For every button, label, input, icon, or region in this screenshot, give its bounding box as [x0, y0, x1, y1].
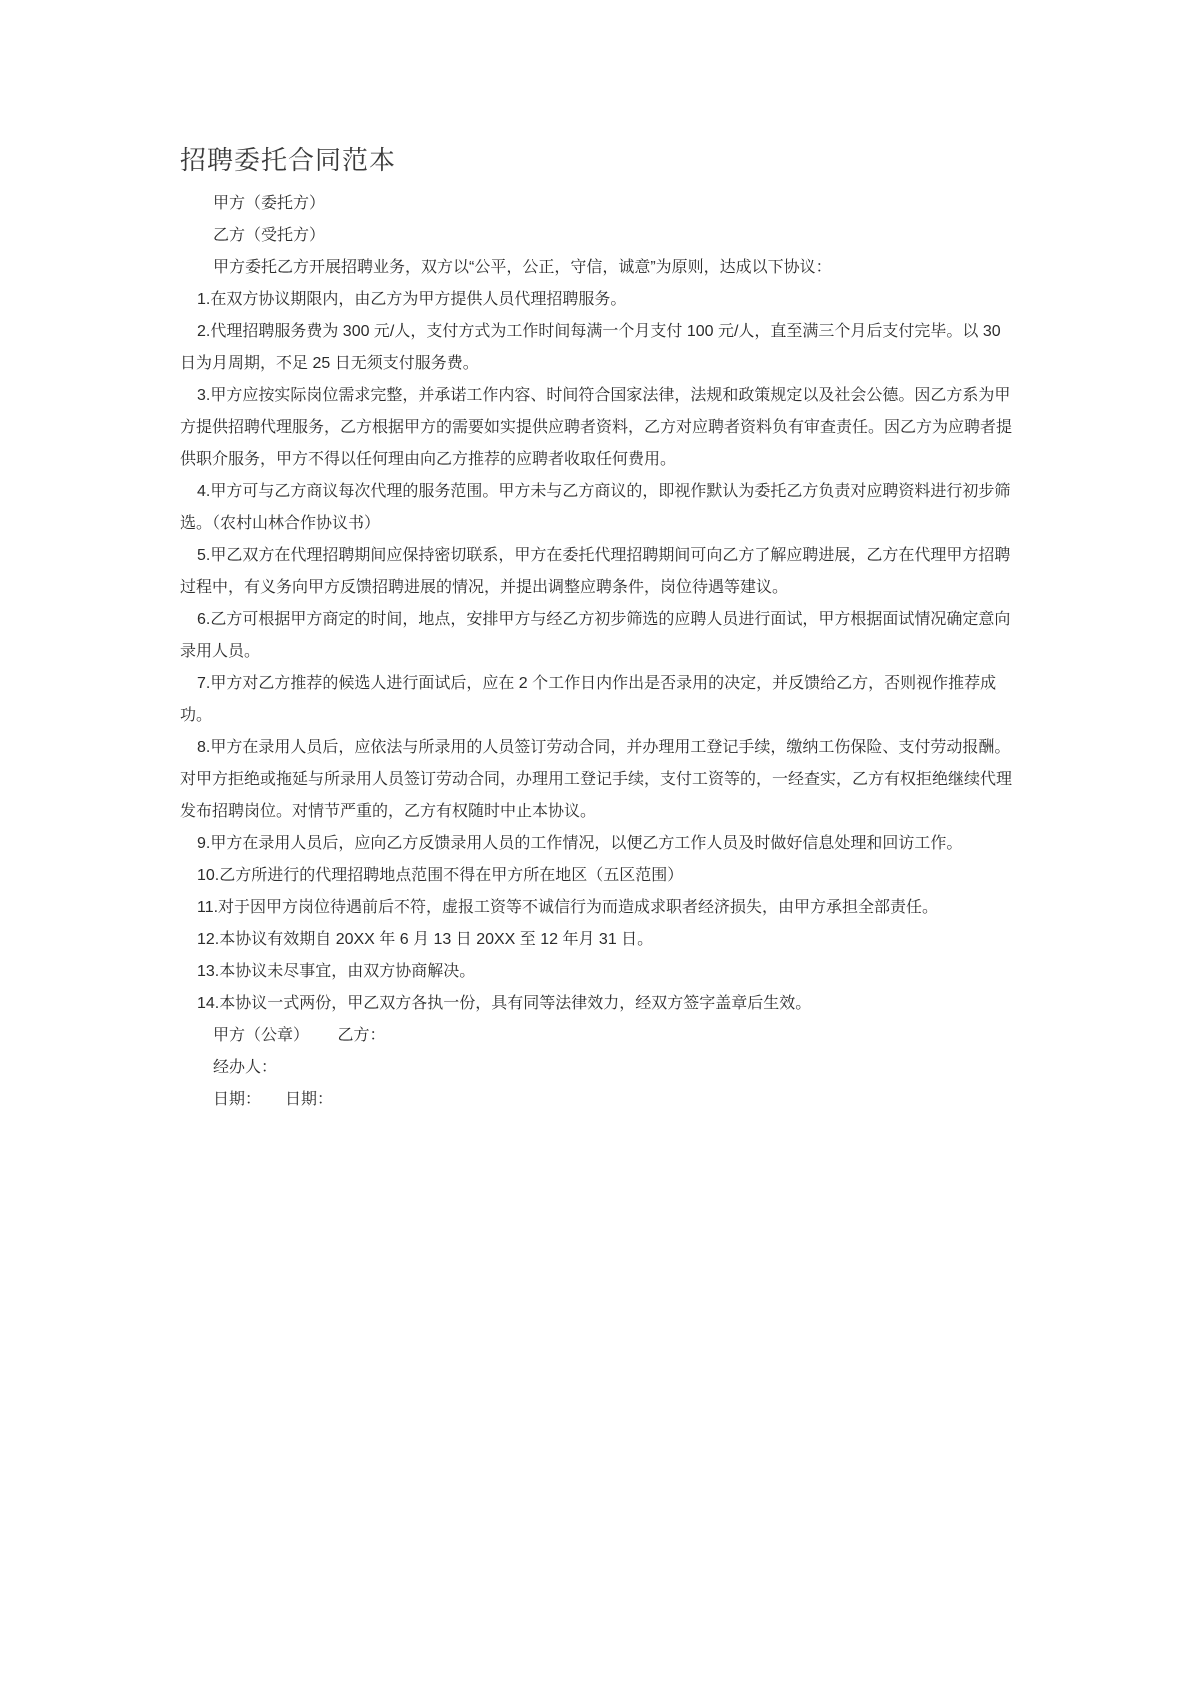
- clause-3: 3.甲方应按实际岗位需求完整，并承诺工作内容、时间符合国家法律，法规和政策规定以及社会公德。因乙方系为甲方提供招聘代理服务，乙方根据甲方的需要如实提供应聘者资料，乙方对应聘者资料负有审查责任。因乙方为应聘者提供职介服务，甲方不得以任何理由向乙方推荐的应聘者收取任何费用。: [180, 387, 1013, 468]
- clause-14: 14.本协议一式两份，甲乙双方各执一份，具有同等法律效力，经双方签字盖章后生效。: [197, 995, 812, 1012]
- party-b-line: 乙方（受托方）: [213, 227, 326, 244]
- clause-10: 10.乙方所进行的代理招聘地点范围不得在甲方所在地区（五区范围）: [197, 867, 684, 884]
- party-a-line: 甲方（委托方）: [213, 195, 326, 212]
- clause-8: 8.甲方在录用人员后，应依法与所录用的人员签订劳动合同，并办理用工登记手续，缴纳工伤保险、支付劳动报酬。对甲方拒绝或拖延与所录用人员签订劳动合同，办理用工登记手续，支付工资等的，一经查实，乙方有权拒绝继续代理发布招聘岗位。对情节严重的，乙方有权随时中止本协议。: [180, 739, 1013, 820]
- clause-1: 1.在双方协议期限内，由乙方为甲方提供人员代理招聘服务。: [197, 291, 627, 308]
- clause-2: 2.代理招聘服务费为 300 元/人，支付方式为工作时间每满一个月支付 100 元/人，直至满三个月后支付完毕。以 30 日为月周期，不足 25 日无须支付服务费。: [180, 323, 1001, 372]
- date-line: 日期： 日期：: [213, 1091, 334, 1108]
- handler-line: 经办人：: [213, 1059, 278, 1076]
- clause-12: 12.本协议有效期自 20XX 年 6 月 13 日 20XX 至 12 年月 31 日。: [197, 931, 654, 948]
- document-title: 招聘委托合同范本: [180, 146, 397, 175]
- clause-13: 13.本协议未尽事宜，由双方协商解决。: [197, 963, 476, 980]
- preamble-paragraph: 甲方委托乙方开展招聘业务，双方以“公平，公正，守信，诚意”为原则，达成以下协议：: [213, 259, 832, 276]
- clause-7: 7.甲方对乙方推荐的候选人进行面试后，应在 2 个工作日内作出是否录用的决定，并反馈给乙方，否则视作推荐成功。: [180, 675, 997, 724]
- clause-9: 9.甲方在录用人员后，应向乙方反馈录用人员的工作情况，以便乙方工作人员及时做好信息处理和回访工作。: [197, 835, 963, 852]
- clause-11: 11.对于因甲方岗位待遇前后不符，虚报工资等不诚信行为而造成求职者经济损失，由甲方承担全部责任。: [197, 899, 939, 916]
- signature-line: 甲方（公章） 乙方：: [213, 1027, 386, 1044]
- clause-6: 6.乙方可根据甲方商定的时间，地点，安排甲方与经乙方初步筛选的应聘人员进行面试，甲方根据面试情况确定意向录用人员。: [180, 611, 1011, 660]
- clause-4: 4.甲方可与乙方商议每次代理的服务范围。甲方未与乙方商议的，即视作默认为委托乙方负责对应聘资料进行初步筛选。（农村山林合作协议书）: [180, 483, 1011, 532]
- clause-5: 5.甲乙双方在代理招聘期间应保持密切联系，甲方在委托代理招聘期间可向乙方了解应聘进展，乙方在代理甲方招聘过程中，有义务向甲方反馈招聘进展的情况，并提出调整应聘条件，岗位待遇等建议。: [180, 547, 1011, 596]
